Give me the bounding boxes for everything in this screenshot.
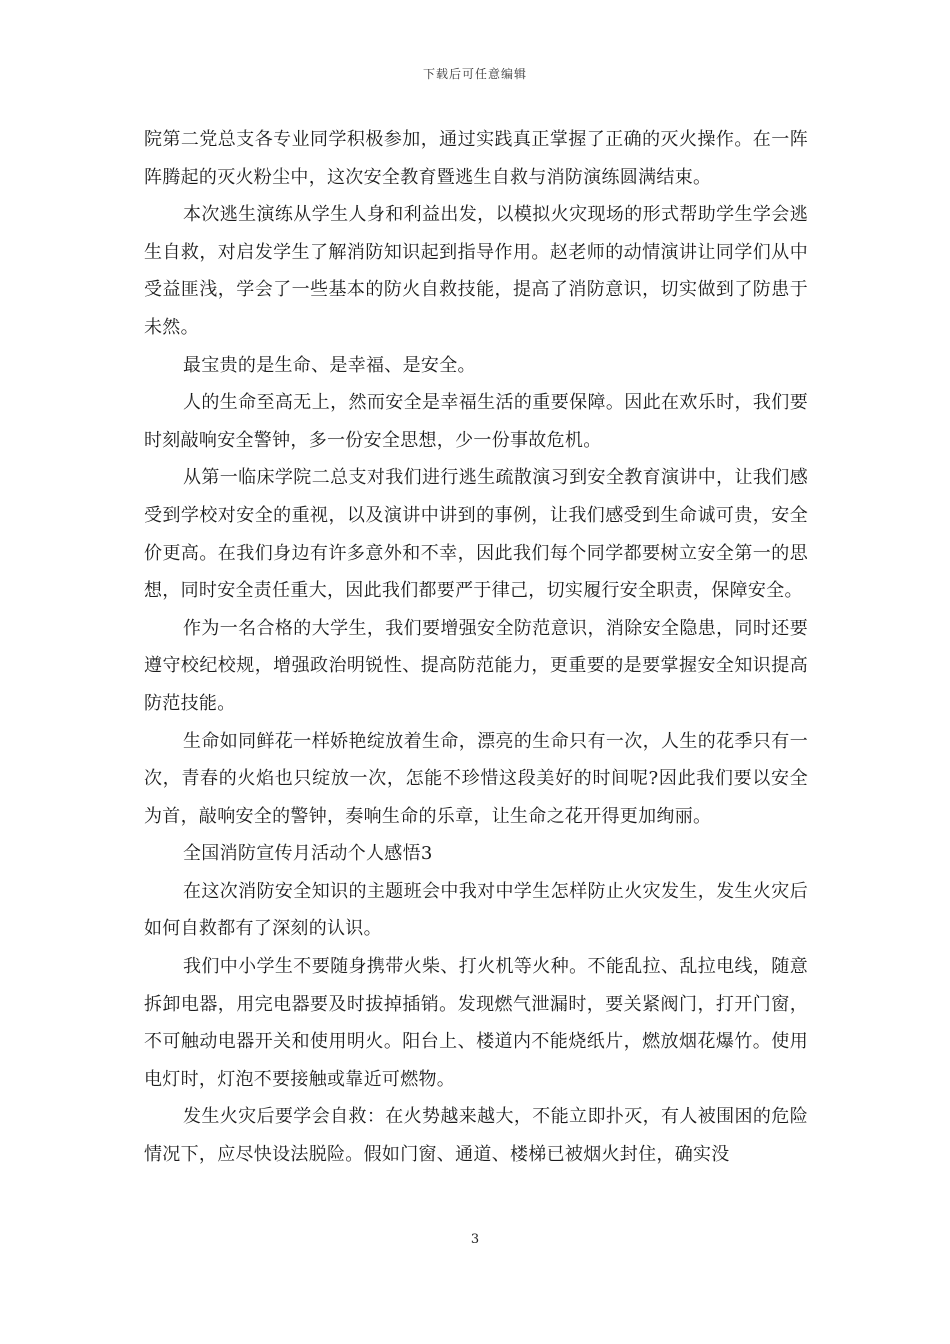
- document-body: [144, 121, 808, 1174]
- section-heading: 全国消防宣传月活动个人感悟3: [183, 843, 433, 865]
- paragraph: 人的生命至高无上，然而安全是幸福生活的重要保障。因此在欢乐时，我们要时刻敲响安全警钟，多一份安全思想，少一份事故危机。: [144, 392, 808, 451]
- paragraph: 生命如同鲜花一样娇艳绽放着生命，漂亮的生命只有一次，人生的花季只有一次，青春的火焰也只绽放一次，怎能不珍惜这段美好的时间呢?因此我们要以安全为首，敲响安全的警钟，奏响生命的乐章，让生命之花开得更加绚丽。: [144, 730, 808, 827]
- paragraph: 本次逃生演练从学生人身和利益出发，以模拟火灾现场的形式帮助学生学会逃生自救，对启发学生了解消防知识起到指导作用。赵老师的动情演讲让同学们从中受益匪浅，学会了一些基本的防火自救技能，提高了消防意识，切实做到了防患于未然。: [144, 204, 808, 338]
- paragraph: 从第一临床学院二总支对我们进行逃生疏散演习到安全教育演讲中，让我们感受到学校对安全的重视，以及演讲中讲到的事例，让我们感受到生命诚可贵，安全价更高。在我们身边有许多意外和不幸，因此我们每个同学都要树立安全第一的思想，同时安全责任重大，因此我们都要严于律己，切实履行安全职责，保障安全。: [144, 467, 808, 602]
- paragraph: 最宝贵的是生命、是幸福、是安全。: [183, 354, 476, 376]
- paragraph: 在这次消防安全知识的主题班会中我对中学生怎样防止火灾发生，发生火灾后如何自救都有了深刻的认识。: [144, 880, 808, 940]
- paragraph: 作为一名合格的大学生，我们要增强安全防范意识，消除安全隐患，同时还要遵守校纪校规，增强政治明锐性、提高防范能力，更重要的是要掌握安全知识提高防范技能。: [144, 617, 808, 714]
- page-number: 3: [470, 1232, 480, 1247]
- paragraph: 发生火灾后要学会自救：在火势越来越大，不能立即扑灭，有人被围困的危险情况下，应尽快设法脱险。假如门窗、通道、楼梯已被烟火封住，确实没: [144, 1106, 808, 1166]
- paragraph: 我们中小学生不要随身携带火柴、打火机等火种。不能乱拉、乱拉电线，随意拆卸电器，用完电器要及时拔掉插销。发现燃气泄漏时，要关紧阀门，打开门窗，不可触动电器开关和使用明火。阳台上、楼道内不能烧纸片，燃放烟花爆竹。使用电灯时，灯泡不要接触或靠近可燃物。: [144, 956, 808, 1090]
- paragraph: 院第二党总支各专业同学积极参加，通过实践真正掌握了正确的灭火操作。在一阵阵腾起的灭火粉尘中，这次安全教育暨逃生自救与消防演练圆满结束。: [144, 129, 808, 188]
- page-header: 下载后可任意编辑: [422, 67, 527, 81]
